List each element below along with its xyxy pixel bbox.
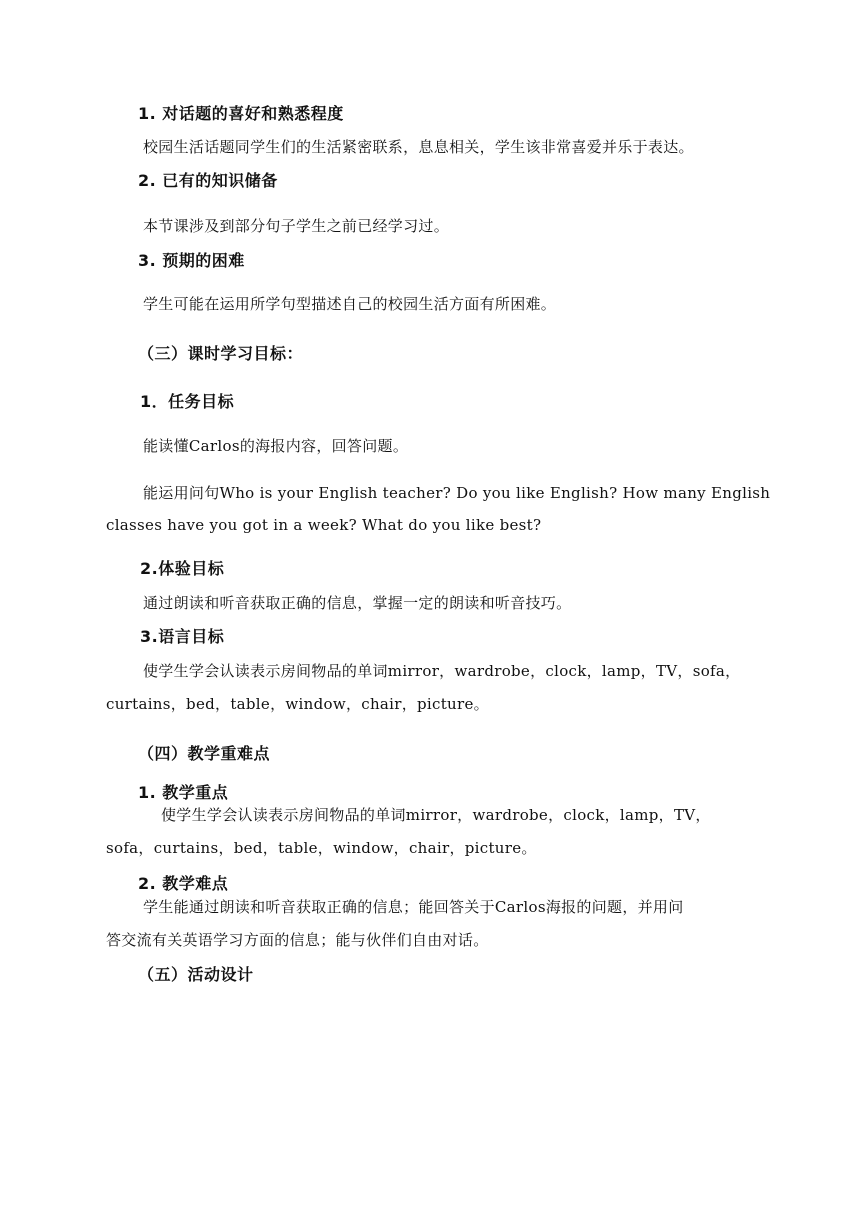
key-point-line: 使学生学会认读表示房间物品的单词mirror，wardrobe，clock，lamp，TV， [161, 806, 711, 824]
topic-preference-text: 校园生活话题同学生们的生活紧密联系，息息相关，学生该非常喜爱并乐于表达。 [143, 138, 694, 156]
language-goal-line: 使学生学会认读表示房间物品的单词mirror，wardrobe，clock，lamp，TV，sofa， [143, 662, 741, 680]
section-three-heading: （三）课时学习目标： [138, 344, 304, 363]
language-goal-heading: 3.语言目标 [140, 627, 225, 646]
task-goal-question-line: 能运用问句Who is your English teacher? Do you like English? How many English [143, 484, 771, 502]
language-goal-line: curtains，bed，table，window，chair，picture。 [106, 695, 489, 713]
prior-knowledge-heading: 2. 已有的知识储备 [138, 171, 278, 190]
prior-knowledge-text: 本节课涉及到部分句子学生之前已经学习过。 [143, 217, 450, 235]
difficult-point-heading: 2. 教学难点 [138, 874, 229, 893]
difficult-point-line: 答交流有关英语学习方面的信息；能与伙伴们自由对话。 [106, 931, 489, 949]
task-goal-heading: 1．任务目标 [140, 392, 235, 411]
section-five-heading: （五）活动设计 [138, 965, 254, 984]
topic-preference-heading: 1. 对话题的喜好和熟悉程度 [138, 104, 344, 123]
experience-goal-heading: 2.体验目标 [140, 559, 225, 578]
experience-goal-text: 通过朗读和听音获取正确的信息，掌握一定的朗读和听音技巧。 [143, 594, 572, 612]
key-point-line: sofa，curtains，bed，table，window，chair，picture。 [106, 839, 537, 857]
section-four-heading: （四）教学重难点 [138, 744, 271, 763]
expected-difficulty-text: 学生可能在运用所学句型描述自己的校园生活方面有所困难。 [143, 295, 557, 313]
expected-difficulty-heading: 3. 预期的困难 [138, 251, 245, 270]
task-goal-text: 能读懂Carlos的海报内容，回答问题。 [143, 437, 409, 455]
key-point-heading: 1. 教学重点 [138, 783, 229, 802]
task-goal-question-line: classes have you got in a week? What do you like best? [106, 516, 542, 534]
difficult-point-line: 学生能通过朗读和听音获取正确的信息；能回答关于Carlos海报的问题，并用问 [143, 898, 684, 916]
